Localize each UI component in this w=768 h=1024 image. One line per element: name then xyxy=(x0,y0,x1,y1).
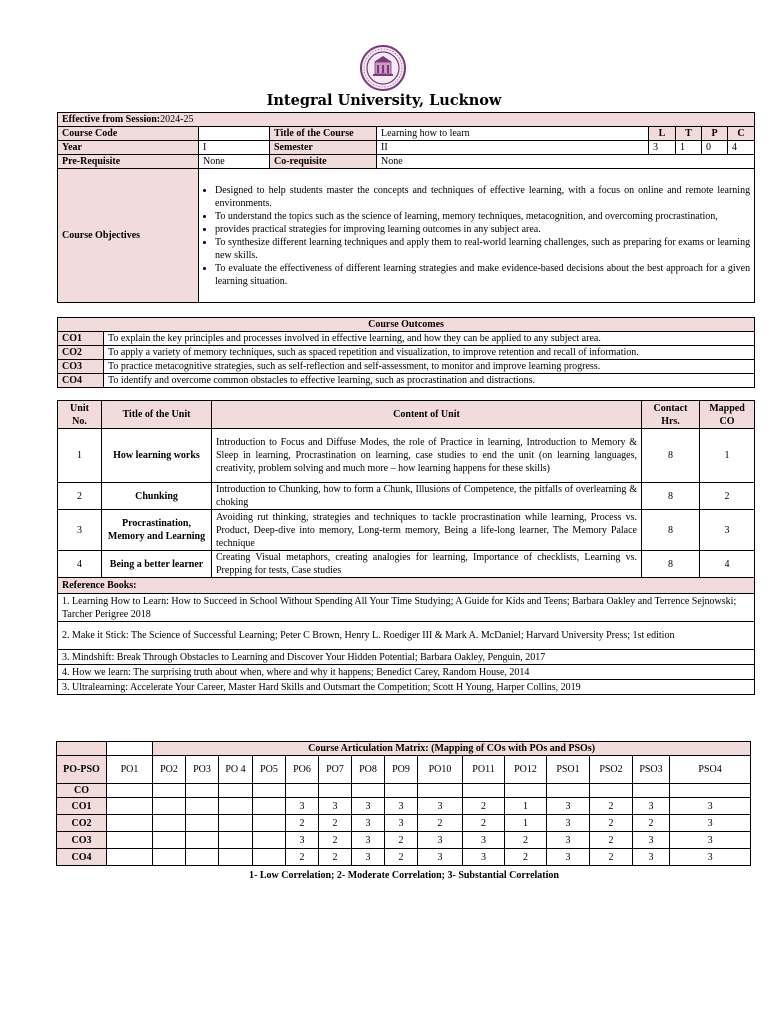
matrix-cell: 2 xyxy=(286,849,319,866)
matrix-blank-cell xyxy=(463,784,505,798)
course-title-value: Learning how to learn xyxy=(377,127,649,141)
matrix-blank-cell xyxy=(547,784,590,798)
matrix-cell: 3 xyxy=(352,849,385,866)
unit-co: 2 xyxy=(700,483,755,510)
unit-row xyxy=(58,429,755,483)
matrix-cell: 2 xyxy=(319,815,352,832)
unit-co: 4 xyxy=(700,551,755,578)
unit-hrs: 8 xyxy=(642,510,700,551)
matrix-cell: 3 xyxy=(418,849,463,866)
unit-content: Introduction to Chunking, how to form a Chunk, Illusions of Competence, the pitfalls of overlearning & choking xyxy=(212,483,642,510)
matrix-blank-cell xyxy=(670,784,751,798)
objective-item: • To evaluate the effectiveness of different learning strategies and make evidence-based decisions about the best approach for a given learning situation. xyxy=(215,262,750,288)
matrix-cell: 3 xyxy=(547,798,590,815)
university-seal-icon xyxy=(359,44,407,92)
university-title: Integral University, Lucknow xyxy=(266,92,502,109)
correlation-legend: 1- Low Correlation; 2- Moderate Correlation; 3- Substantial Correlation xyxy=(249,870,559,881)
matrix-cell: 3 xyxy=(286,798,319,815)
unit-row xyxy=(58,551,755,578)
matrix-cell xyxy=(153,849,186,866)
co-code: CO4 xyxy=(58,374,104,388)
matrix-cell: 3 xyxy=(352,832,385,849)
co-code: CO2 xyxy=(58,346,104,360)
unit-co: 1 xyxy=(700,429,755,483)
unit-content: Avoiding rut thinking, strategies and techniques to tackle procrastination while learning, Process vs. Product, Deep-dive into memory, Long-term memory, Being a life-long learner, The Memory Palace technique xyxy=(212,510,642,551)
matrix-col-header: PSO3 xyxy=(633,756,670,784)
reference-item: 3. Ultralearning: Accelerate Your Career, Master Hard Skills and Outsmart the Competition; Scott H Young, Harper Collins, 2019 xyxy=(58,680,755,695)
matrix-body xyxy=(57,798,751,866)
matrix-cell xyxy=(219,798,253,815)
unit-no: 3 xyxy=(58,510,102,551)
matrix-cell xyxy=(107,832,153,849)
ltpc-header-c: C xyxy=(728,127,755,141)
matrix-cell: 3 xyxy=(670,849,751,866)
matrix-cell: 1 xyxy=(505,798,547,815)
unit-content-header: Content of Unit xyxy=(212,401,642,429)
unit-hrs: 8 xyxy=(642,551,700,578)
matrix-cell: 2 xyxy=(319,832,352,849)
ltpc-header-l: L xyxy=(649,127,676,141)
matrix-cell: 3 xyxy=(418,798,463,815)
matrix-row xyxy=(57,832,751,849)
matrix-row-co: CO3 xyxy=(57,832,107,849)
matrix-cell: 3 xyxy=(463,849,505,866)
matrix-blank-cell xyxy=(418,784,463,798)
semester-value: II xyxy=(377,141,649,155)
matrix-cell: 3 xyxy=(286,832,319,849)
matrix-cell: 3 xyxy=(633,849,670,866)
matrix-cell: 2 xyxy=(505,849,547,866)
course-code-value xyxy=(199,127,270,141)
matrix-cell: 3 xyxy=(547,849,590,866)
matrix-cell: 2 xyxy=(418,815,463,832)
matrix-cell: 2 xyxy=(633,815,670,832)
unit-title: How learning works xyxy=(102,429,212,483)
matrix-blank-cell xyxy=(633,784,670,798)
ltpc-value-c: 4 xyxy=(728,141,755,155)
co-text: To practice metacognitive strategies, such as self-reflection and self-assessment, to monitor and improve learning progress. xyxy=(104,360,755,374)
matrix-row xyxy=(57,849,751,866)
course-outcomes-table xyxy=(57,317,755,388)
matrix-cell: 1 xyxy=(505,815,547,832)
matrix-col-header: PO11 xyxy=(463,756,505,784)
matrix-cell: 3 xyxy=(385,798,418,815)
ltpc-header-p: P xyxy=(702,127,728,141)
matrix-cell xyxy=(253,832,286,849)
matrix-cell: 3 xyxy=(633,832,670,849)
matrix-blank-cell xyxy=(253,784,286,798)
unit-no: 2 xyxy=(58,483,102,510)
matrix-cell: 3 xyxy=(463,832,505,849)
matrix-cell: 2 xyxy=(385,832,418,849)
matrix-col-header: PO3 xyxy=(186,756,219,784)
matrix-row-co: CO1 xyxy=(57,798,107,815)
reference-item: 1. Learning How to Learn: How to Succeed in School Without Spending All Your Time Studying; A Guide for Kids and Teens; Barbara Oakley and Terrence Sejnowski; Tarcher Perigree 2018 xyxy=(58,594,755,622)
unit-title: Procrastination, Memory and Learning xyxy=(102,510,212,551)
matrix-cell xyxy=(253,849,286,866)
matrix-col-header: PO7 xyxy=(319,756,352,784)
matrix-col-header: PSO1 xyxy=(547,756,590,784)
co-code: CO1 xyxy=(58,332,104,346)
matrix-row xyxy=(57,798,751,815)
unit-title: Chunking xyxy=(102,483,212,510)
co-text: To explain the key principles and processes involved in effective learning, and how they can be applied to any subject area. xyxy=(104,332,755,346)
matrix-cell: 3 xyxy=(547,832,590,849)
matrix-blank-cell xyxy=(505,784,547,798)
co-code: CO3 xyxy=(58,360,104,374)
matrix-blank-cell xyxy=(385,784,418,798)
matrix-blank-cell xyxy=(590,784,633,798)
matrix-col-header: PO 4 xyxy=(219,756,253,784)
co-text: To apply a variety of memory techniques, such as spaced repetition and visualization, to improve retention and recall of information. xyxy=(104,346,755,360)
objective-item: • Designed to help students master the concepts and techniques of effective learning, with a focus on online and remote learning environments. xyxy=(215,184,750,210)
course-objectives-list xyxy=(203,184,750,288)
corequisite-label: Co-requisite xyxy=(270,155,377,169)
matrix-row-co: CO4 xyxy=(57,849,107,866)
matrix-cell xyxy=(219,849,253,866)
matrix-cell xyxy=(186,849,219,866)
matrix-cell: 2 xyxy=(463,798,505,815)
year-label: Year xyxy=(58,141,199,155)
matrix-corner-po-pso: PO-PSO xyxy=(57,756,107,784)
matrix-cell: 3 xyxy=(633,798,670,815)
matrix-cell xyxy=(107,849,153,866)
matrix-col-header: PO12 xyxy=(505,756,547,784)
matrix-cell: 3 xyxy=(352,815,385,832)
prerequisite-value: None xyxy=(199,155,270,169)
reference-books-label: Reference Books: xyxy=(58,578,755,594)
matrix-cell: 2 xyxy=(590,815,633,832)
matrix-corner-blank xyxy=(57,742,107,756)
matrix-cell xyxy=(219,832,253,849)
year-value: I xyxy=(199,141,270,155)
matrix-cell: 3 xyxy=(319,798,352,815)
matrix-cell xyxy=(186,815,219,832)
effective-session-cell xyxy=(58,113,755,127)
unit-title-header: Title of the Unit xyxy=(102,401,212,429)
objective-item: • provides practical strategies for improving learning outcomes in any subject area. xyxy=(215,223,750,236)
matrix-blank-cell xyxy=(107,784,153,798)
matrix-cell: 2 xyxy=(590,798,633,815)
units-table xyxy=(57,400,755,695)
matrix-cell: 3 xyxy=(547,815,590,832)
matrix-blank-cell xyxy=(319,784,352,798)
matrix-cell xyxy=(153,798,186,815)
contact-hrs-header: Contact Hrs. xyxy=(642,401,700,429)
matrix-blank-cell xyxy=(186,784,219,798)
matrix-col-header: PO9 xyxy=(385,756,418,784)
unit-title: Being a better learner xyxy=(102,551,212,578)
matrix-cell xyxy=(253,798,286,815)
ltpc-value-t: 1 xyxy=(676,141,702,155)
matrix-cell: 3 xyxy=(670,832,751,849)
unit-content: Creating Visual metaphors, creating analogies for learning, Importance of checklists, Learning vs. Prepping for tests, Case studies xyxy=(212,551,642,578)
corequisite-value: None xyxy=(377,155,755,169)
reference-item: 2. Make it Stick: The Science of Successful Learning; Peter C Brown, Henry L. Roediger III & Mark A. McDaniel; Harvard University Press; 1st edition xyxy=(58,622,755,650)
matrix-cell: 2 xyxy=(319,849,352,866)
matrix-col-header: PO2 xyxy=(153,756,186,784)
unit-row xyxy=(58,483,755,510)
matrix-cell: 3 xyxy=(352,798,385,815)
matrix-cell: 2 xyxy=(463,815,505,832)
matrix-cell: 2 xyxy=(505,832,547,849)
course-objectives-cell xyxy=(199,169,755,303)
course-outcomes-title: Course Outcomes xyxy=(58,318,755,332)
matrix-title: Course Articulation Matrix: (Mapping of COs with POs and PSOs) xyxy=(153,742,751,756)
matrix-cell: 3 xyxy=(670,815,751,832)
semester-label: Semester xyxy=(270,141,377,155)
matrix-col-header: PO10 xyxy=(418,756,463,784)
course-info-table xyxy=(57,112,755,303)
matrix-cell xyxy=(253,815,286,832)
matrix-cell: 3 xyxy=(418,832,463,849)
objective-item: • To understand the topics such as the science of learning, memory techniques, metacognition, and overcoming procrastination, xyxy=(215,210,750,223)
effective-session-value: 2024-25 xyxy=(160,114,194,125)
course-code-label: Course Code xyxy=(58,127,199,141)
matrix-cell xyxy=(107,815,153,832)
matrix-cell xyxy=(186,798,219,815)
matrix-cell: 3 xyxy=(670,798,751,815)
matrix-col-header: PSO2 xyxy=(590,756,633,784)
matrix-blank-cell xyxy=(153,784,186,798)
prerequisite-label: Pre-Requisite xyxy=(58,155,199,169)
unit-hrs: 8 xyxy=(642,429,700,483)
matrix-blank-cell xyxy=(219,784,253,798)
matrix-cell: 2 xyxy=(385,849,418,866)
matrix-row xyxy=(57,815,751,832)
matrix-blank-cell xyxy=(107,742,153,756)
matrix-blank-cell xyxy=(286,784,319,798)
ltpc-value-p: 0 xyxy=(702,141,728,155)
matrix-col-header: PO5 xyxy=(253,756,286,784)
matrix-blank-cell xyxy=(352,784,385,798)
matrix-cell xyxy=(186,832,219,849)
matrix-col-header: PO8 xyxy=(352,756,385,784)
reference-item: 4. How we learn: The surprising truth about when, where and why it happens; Benedict Carey, Random House, 2014 xyxy=(58,665,755,680)
matrix-cell xyxy=(107,798,153,815)
matrix-cell xyxy=(153,815,186,832)
articulation-matrix-table xyxy=(56,741,751,866)
unit-co: 3 xyxy=(700,510,755,551)
matrix-row-co: CO2 xyxy=(57,815,107,832)
unit-content: Introduction to Focus and Diffuse Modes, the role of Practice in learning, Introduction to Memory & Sleep in learning, Procrastination on learning, case studies to end the unit (on learning languages, creativity, problem solving and much more – how learning happens for these skills) xyxy=(212,429,642,483)
effective-session-label: Effective from Session: xyxy=(62,114,161,125)
mapped-co-header: Mapped CO xyxy=(700,401,755,429)
matrix-cell: 2 xyxy=(590,849,633,866)
unit-no: 4 xyxy=(58,551,102,578)
matrix-cell: 3 xyxy=(385,815,418,832)
objective-item: • To synthesize different learning techniques and apply them to real-world learning challenges, such as preparing for exams or learning new skills. xyxy=(215,236,750,262)
unit-row xyxy=(58,510,755,551)
matrix-cell: 2 xyxy=(590,832,633,849)
ltpc-value-l: 3 xyxy=(649,141,676,155)
matrix-col-header: PO1 xyxy=(107,756,153,784)
matrix-cell: 2 xyxy=(286,815,319,832)
unit-hrs: 8 xyxy=(642,483,700,510)
matrix-corner-co: CO xyxy=(57,784,107,798)
matrix-cell xyxy=(153,832,186,849)
matrix-cell xyxy=(219,815,253,832)
course-objectives-label: Course Objectives xyxy=(58,169,199,303)
course-title-label: Title of the Course xyxy=(270,127,377,141)
ltpc-header-t: T xyxy=(676,127,702,141)
matrix-col-header: PSO4 xyxy=(670,756,751,784)
unit-no: 1 xyxy=(58,429,102,483)
unit-no-header: Unit No. xyxy=(58,401,102,429)
reference-item: 3. Mindshift: Break Through Obstacles to Learning and Discover Your Hidden Potential; Barbara Oakley, Penguin, 2017 xyxy=(58,650,755,665)
matrix-col-header: PO6 xyxy=(286,756,319,784)
co-text: To identify and overcome common obstacles to effective learning, such as procrastination and distractions. xyxy=(104,374,755,388)
